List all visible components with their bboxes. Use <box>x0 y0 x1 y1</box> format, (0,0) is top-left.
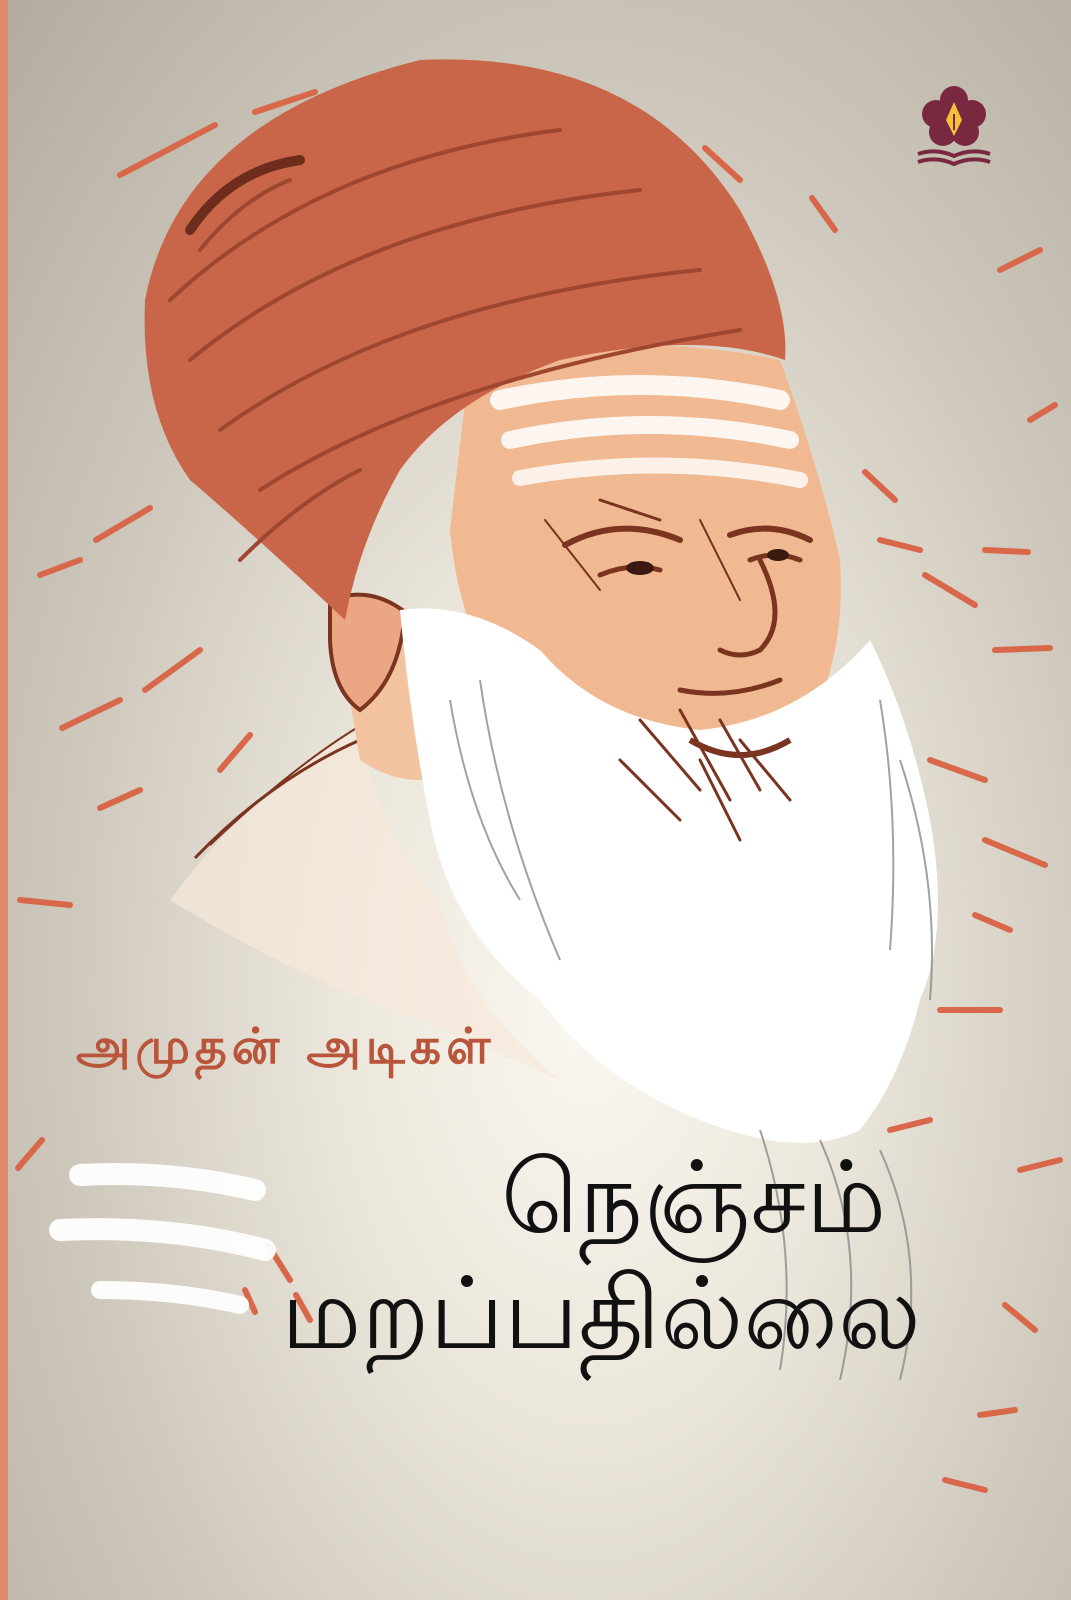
title-line-2: மறப்பதில்லை <box>281 1255 921 1372</box>
white-brush-strokes <box>60 1174 265 1305</box>
publisher-logo-icon <box>912 80 996 172</box>
author-name: அமுதன் அடிகள் <box>76 1018 496 1075</box>
book-title <box>281 1140 921 1372</box>
title-line-1: நெஞ்சம் <box>501 1139 887 1256</box>
